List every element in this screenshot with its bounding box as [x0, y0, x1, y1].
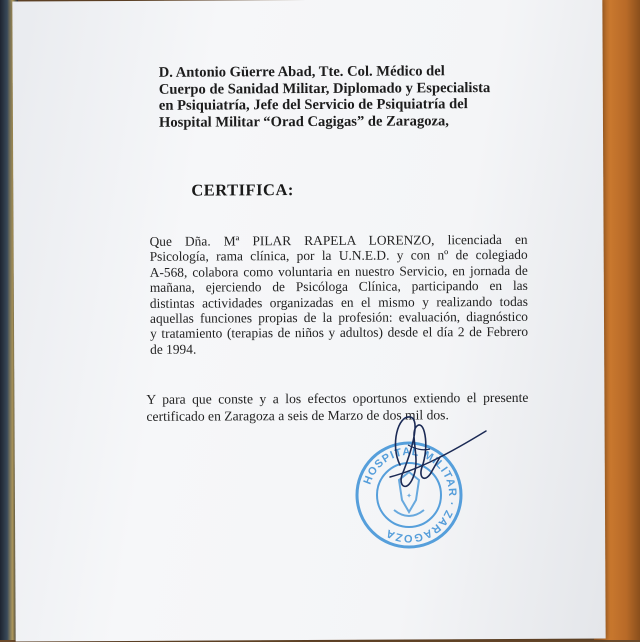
body-line: A-568, colabora como voluntaria en nuestro Servicio, en jornada de: [149, 262, 528, 280]
certificate-body: [150, 232, 529, 357]
certifica-heading: CERTIFICA:: [191, 180, 294, 200]
svg-text:✦: ✦: [406, 493, 412, 500]
header-line: en Psiquiatría, Jefe del Servicio de Psiquiatría del: [158, 96, 468, 114]
body-line: aquellas funciones propias de la profesión: evaluación, diagnóstico: [149, 308, 529, 326]
body-line: Psicología, rama clínica, por la U.N.E.D. y con nº de colegiado: [149, 247, 528, 265]
signature: [370, 405, 490, 515]
header-line: Cuerpo de Sanidad Militar, Diplomado y Especialista: [158, 79, 491, 98]
body-line: distintas actividades organizadas en el mismo y realizando todas: [149, 293, 528, 311]
closing-line: certificado en Zaragoza a seis de Marzo de dos mil dos.: [146, 407, 449, 424]
closing-line: Y para que conste y a los efectos oportunos extiendo el presente: [146, 389, 529, 407]
body-line: y tratamiento (terapias de niños y adultos) desde el día 2 de Febrero: [150, 324, 529, 342]
header-line: Hospital Militar “Orad Cagigas” de Zaragoza,: [158, 113, 449, 131]
certificate-paper: [12, 0, 605, 642]
body-line: de 1994.: [150, 341, 197, 357]
seal-text: HOSPITAL MILITAR · ZARAGOZA: [361, 445, 459, 545]
header-line: D. Antonio Güerre Abad, Tte. Col. Médico del: [158, 63, 445, 81]
body-line: Que Dña. Mª PILAR RAPELA LORENZO, licenciada en: [149, 231, 528, 249]
body-line: mañana, ejerciendo de Psicóloga Clínica, participando en las: [149, 278, 528, 296]
issuer-header: [159, 63, 529, 131]
